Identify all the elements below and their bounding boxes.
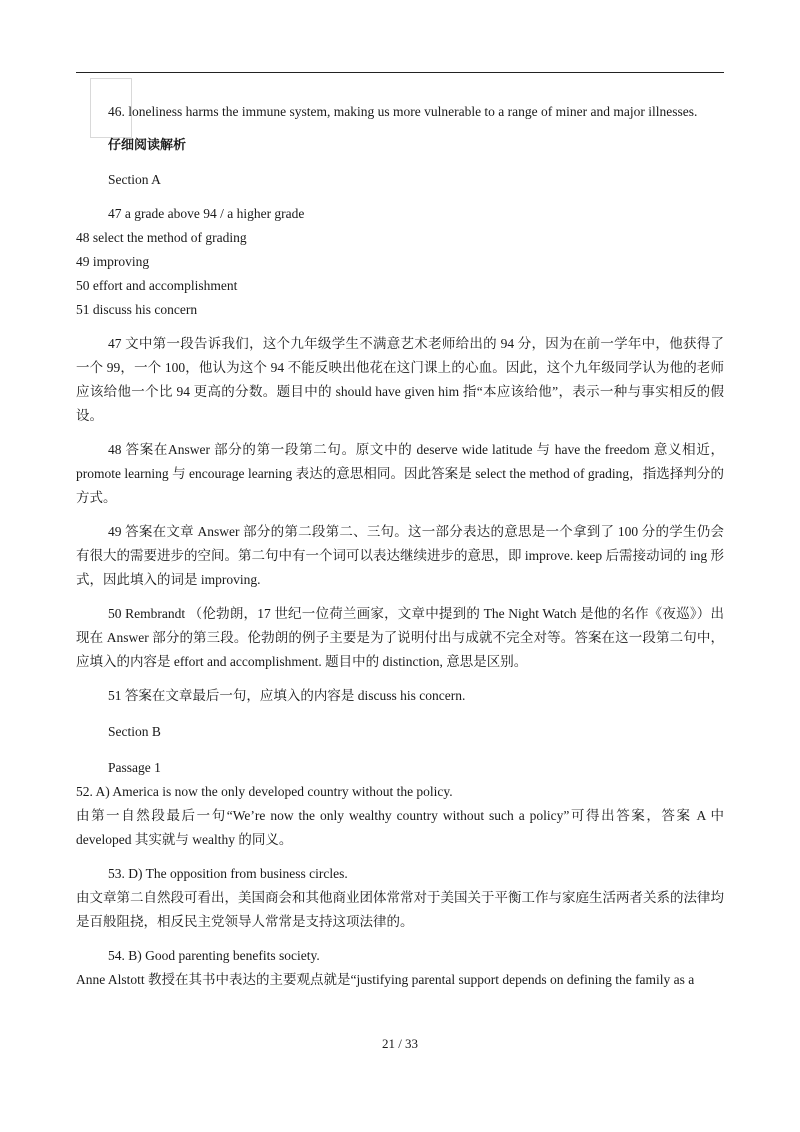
question-54: 54. B) Good parenting benefits society.	[108, 948, 320, 963]
explanation-53: 由文章第二自然段可看出，美国商会和其他商业团体常常对于美国关于平衡工作与家庭生活两者关系的法律均是百般阻挠，相反民主党领导人常常是支持这项法律的。	[76, 890, 724, 929]
section-b-title: Section B	[108, 724, 161, 739]
header-rule	[76, 72, 724, 73]
answer-51: 51 discuss his concern	[76, 302, 198, 317]
answer-49: 49 improving	[76, 254, 150, 269]
passage-1-title: Passage 1	[108, 760, 161, 775]
page-content	[76, 100, 724, 992]
question-52: 52. A) America is now the only developed country without the policy.	[76, 784, 453, 799]
explanation-50: 50 Rembrandt （伦勃朗，17 世纪一位荷兰画家，文章中提到的 The Night Watch 是他的名作《夜巡》）出现在 Answer 部分的第三段。伦勃朗的例子主要是为了说明付出与成就不完全对等。答案在这一段第二句中，应填入的内容是 effort and accomplishment. 题目中的 distinction, 意思是区别。	[76, 606, 725, 669]
answer-46: 46. loneliness harms the immune system, making us more vulnerable to a range of miner and major illnesses.	[108, 104, 698, 119]
explanation-51: 51 答案在文章最后一句，应填入的内容是 discuss his concern.	[108, 688, 466, 703]
page-number: 21 / 33	[381, 1036, 419, 1051]
section-a-title: Section A	[108, 172, 161, 187]
answer-47: 47 a grade above 94 / a higher grade	[108, 206, 305, 221]
question-53: 53. D) The opposition from business circles.	[108, 866, 348, 881]
section-heading: 仔细阅读解析	[108, 138, 187, 153]
answer-48: 48 select the method of grading	[76, 230, 247, 245]
explanation-52: 由第一自然段最后一句“We’re now the only wealthy country without such a policy”可得出答案，答案 A 中 developed 其实就与 wealthy 的同义。	[76, 808, 724, 847]
answer-50: 50 effort and accomplishment	[76, 278, 238, 293]
explanation-48: 48 答案在Answer 部分的第一段第二句。原文中的 deserve wide latitude 与 have the freedom 意义相近，promote learning 与 encourage learning 表达的意思相同。因此答案是 select the method of grading，指选择判分的方式。	[76, 442, 724, 505]
explanation-49: 49 答案在文章 Answer 部分的第二段第二、三句。这一部分表达的意思是一个拿到了 100 分的学生仍会有很大的需要进步的空间。第二句中有一个词可以表达继续进步的意思，即 improve. keep 后需接动词的 ing 形式，因此填入的词是 improving.	[76, 524, 724, 587]
explanation-47: 47 文中第一段告诉我们，这个九年级学生不满意艺术老师给出的 94 分，因为在前一学年中，他获得了一个 99，一个 100，他认为这个 94 不能反映出他花在这门课上的心血。因此，这个九年级同学认为他的老师应该给他一个比 94 更高的分数。题目中的 should have given him 指“本应该给他”，表示一种与事实相反的假设。	[76, 336, 724, 423]
explanation-54: Anne Alstott 教授在其书中表达的主要观点就是“justifying parental support depends on defining the family as a	[76, 972, 695, 987]
